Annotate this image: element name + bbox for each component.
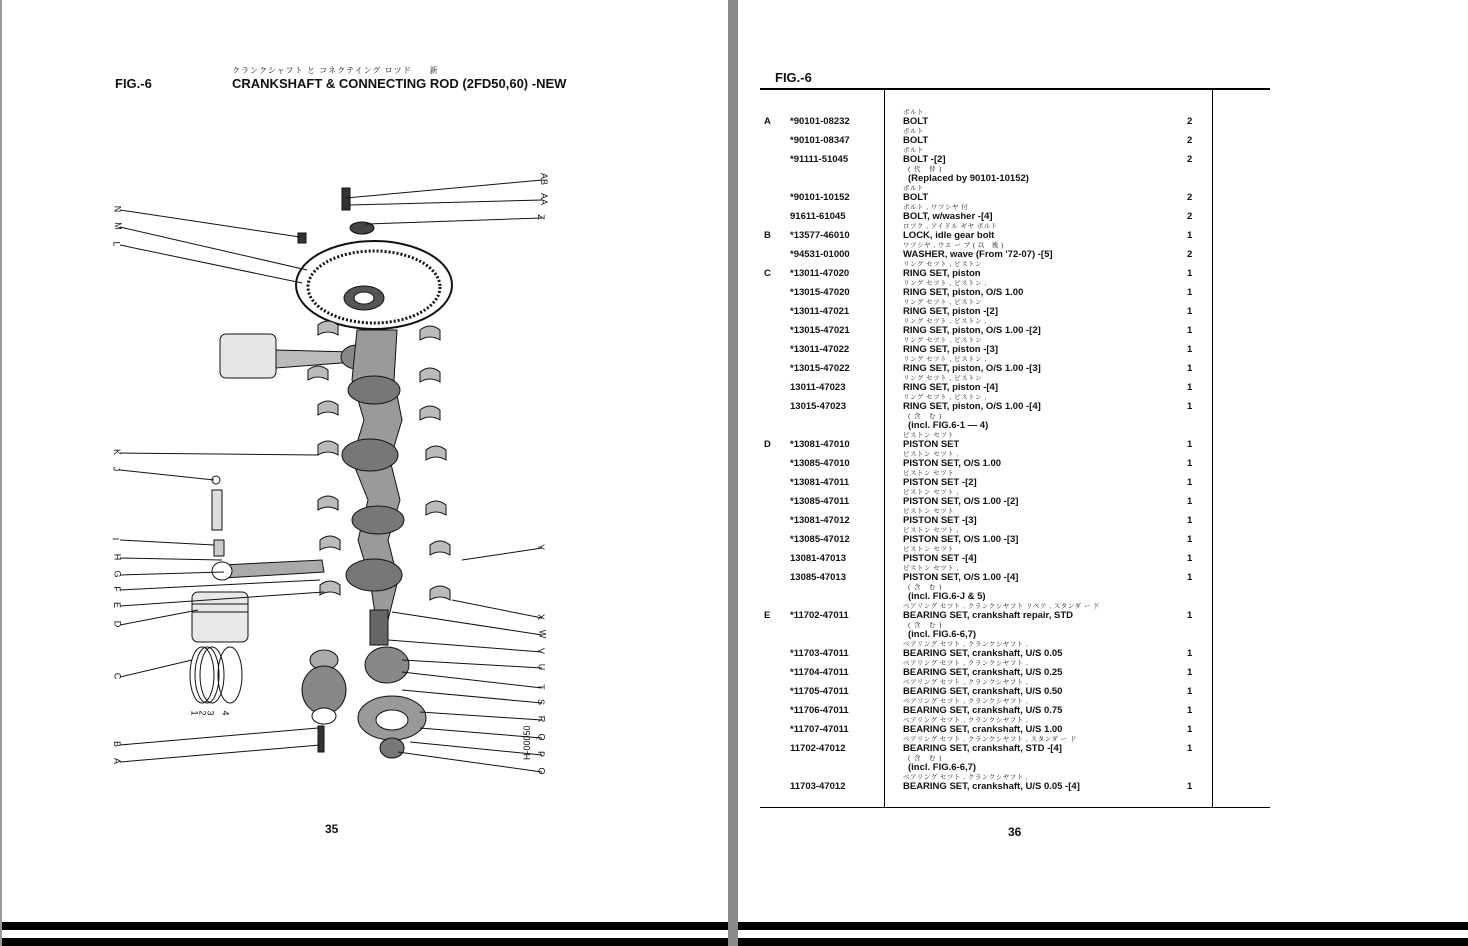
part-description: BOLT — [903, 135, 929, 146]
japanese-name: ピストン セツト , — [903, 451, 959, 458]
callout-letter: A — [112, 757, 123, 765]
part-number: 13081-47013 — [790, 553, 846, 564]
note-text: (Replaced by 90101-10152) — [908, 173, 1029, 184]
part-number: *13015-47022 — [790, 363, 850, 374]
table-row — [738, 107, 1468, 126]
quantity: 1 — [1187, 363, 1193, 374]
table-row — [738, 734, 1468, 753]
japanese-name: ロツク , アイドル ギヤ ボルト — [903, 223, 998, 230]
part-description: RING SET, piston -[3] — [903, 344, 998, 355]
part-number: *13081-47012 — [790, 515, 850, 526]
table-row — [738, 354, 1468, 373]
note-japanese: ( 含 む ) — [908, 584, 943, 591]
quantity: 1 — [1187, 724, 1193, 735]
quantity: 1 — [1187, 401, 1193, 412]
note-text: (incl. FIG.6-6,7) — [908, 762, 977, 773]
japanese-name: ベアリング セツト , クランクシヤフト , — [903, 660, 1029, 667]
footer-bar — [2, 938, 728, 946]
table-note — [908, 620, 1308, 639]
callout-letter: P — [536, 750, 547, 758]
part-description: PISTON SET — [903, 439, 960, 450]
table-row — [738, 335, 1468, 354]
part-number: 11703-47012 — [790, 781, 846, 792]
part-description: RING SET, piston -[4] — [903, 382, 998, 393]
table-row — [738, 468, 1468, 487]
part-description: BEARING SET, crankshaft, U/S 0.75 — [903, 705, 1063, 716]
part-description: RING SET, piston, O/S 1.00 -[4] — [903, 401, 1041, 412]
part-number: *13085-47012 — [790, 534, 850, 545]
quantity: 1 — [1187, 648, 1193, 659]
part-number: *11706-47011 — [790, 705, 849, 716]
part-description: RING SET, piston, O/S 1.00 — [903, 287, 1024, 298]
diagram-code: H-00050 — [522, 725, 532, 760]
callout-letter: D — [112, 620, 123, 628]
footer-bar — [738, 922, 1468, 930]
part-description: RING SET, piston, O/S 1.00 -[2] — [903, 325, 1041, 336]
row-key: E — [764, 610, 771, 621]
title-japanese: クランクシャフト と コネクテイング ロツド 新 — [232, 66, 439, 75]
japanese-name: ボルト , ワツシヤ 付 — [903, 204, 969, 211]
part-description: PISTON SET -[4] — [903, 553, 977, 564]
part-number: *94531-01000 — [790, 249, 850, 260]
part-description: BEARING SET, crankshaft, U/S 0.50 — [903, 686, 1063, 697]
left-page — [0, 0, 728, 946]
part-number: *11707-47011 — [790, 724, 849, 735]
callout-letter: O — [536, 767, 547, 775]
japanese-name: リング セツト , ピストン , — [903, 356, 987, 363]
japanese-name: ワツシヤ , ウエ ー ブ ( 以 後 ) — [903, 242, 1004, 249]
note-japanese: ( 代 替 ) — [908, 166, 943, 173]
callout-letter: AB — [539, 172, 550, 186]
japanese-name: リング セツト , ピストン , — [903, 318, 987, 325]
japanese-name: リング セツト , ピストン — [903, 261, 983, 268]
quantity: 1 — [1187, 287, 1193, 298]
table-row — [738, 221, 1468, 240]
japanese-name: ボルト — [903, 109, 924, 116]
table-row — [738, 202, 1468, 221]
note-text: (incl. FIG.6-J & 5) — [908, 591, 986, 602]
page-number: 36 — [1008, 825, 1022, 839]
table-row — [738, 240, 1468, 259]
table-row — [738, 677, 1468, 696]
callout-letter: G — [112, 570, 123, 578]
row-key: D — [764, 439, 771, 450]
note-japanese: ( 含 む ) — [908, 755, 943, 762]
table-row — [738, 183, 1468, 202]
quantity: 2 — [1187, 135, 1193, 146]
table-note — [908, 582, 1308, 601]
callout-letter: Z — [535, 214, 546, 220]
footer-bar — [2, 922, 728, 930]
quantity: 1 — [1187, 458, 1193, 469]
part-number: *11702-47011 — [790, 610, 849, 621]
quantity: 1 — [1187, 477, 1193, 488]
quantity: 1 — [1187, 515, 1193, 526]
table-note — [908, 411, 1308, 430]
part-description: LOCK, idle gear bolt — [903, 230, 995, 241]
callout-letter: K — [112, 448, 123, 456]
part-description: PISTON SET, O/S 1.00 -[2] — [903, 496, 1019, 507]
japanese-name: ピストン セツト — [903, 432, 955, 439]
part-description: BOLT — [903, 192, 929, 203]
callout-letter: R — [536, 715, 547, 723]
part-number: *13011-47022 — [790, 344, 850, 355]
part-number: *13015-47021 — [790, 325, 850, 336]
part-number: *11703-47011 — [790, 648, 849, 659]
callout-letter: X — [536, 613, 547, 621]
japanese-name: ピストン セツト , — [903, 527, 959, 534]
table-row — [738, 525, 1468, 544]
japanese-name: リング セツト , ピストン — [903, 375, 983, 382]
japanese-name: ピストン セツト — [903, 546, 955, 553]
part-description: BEARING SET, crankshaft, U/S 0.05 — [903, 648, 1063, 659]
part-description: PISTON SET -[3] — [903, 515, 977, 526]
right-page — [738, 0, 1468, 946]
table-row — [738, 563, 1468, 582]
ring-number: 3 — [205, 710, 216, 716]
part-number: *13011-47020 — [790, 268, 850, 279]
table-row — [738, 145, 1468, 164]
japanese-name: リング セツト , ピストン — [903, 299, 983, 306]
japanese-name: ピストン セツト — [903, 470, 955, 477]
part-description: PISTON SET -[2] — [903, 477, 977, 488]
part-number: 13011-47023 — [790, 382, 846, 393]
part-number: 13085-47013 — [790, 572, 846, 583]
part-number: *13081-47010 — [790, 439, 850, 450]
quantity: 2 — [1187, 192, 1193, 203]
quantity: 1 — [1187, 572, 1193, 583]
table-row — [738, 392, 1468, 411]
quantity: 2 — [1187, 211, 1193, 222]
part-description: PISTON SET, O/S 1.00 -[4] — [903, 572, 1019, 583]
part-number: 11702-47012 — [790, 743, 846, 754]
callout-letter: V — [536, 647, 547, 655]
callout-letter: U — [536, 663, 547, 671]
ring-number: 2 — [197, 710, 208, 716]
part-description: BOLT -[2] — [903, 154, 946, 165]
quantity: 1 — [1187, 439, 1193, 450]
page-number: 35 — [325, 822, 339, 836]
note-text: (incl. FIG.6-1 ― 4) — [908, 420, 989, 431]
part-number: *90101-08232 — [790, 116, 850, 127]
footer-bar — [738, 938, 1468, 946]
row-key: B — [764, 230, 771, 241]
japanese-name: ピストン セツト — [903, 508, 955, 515]
japanese-name: リング セツト , ピストン , — [903, 280, 987, 287]
quantity: 2 — [1187, 154, 1193, 165]
part-description: PISTON SET, O/S 1.00 -[3] — [903, 534, 1019, 545]
part-number: *13015-47020 — [790, 287, 850, 298]
japanese-name: ベアリング セツト , クランクシヤフト , — [903, 717, 1029, 724]
part-description: RING SET, piston -[2] — [903, 306, 998, 317]
part-description: WASHER, wave (From '72-07) -[5] — [903, 249, 1053, 260]
callout-letter: W — [537, 629, 548, 639]
piston-upper — [220, 334, 276, 378]
part-number: *13011-47021 — [790, 306, 850, 317]
part-number: *91111-51045 — [790, 154, 849, 165]
quantity: 2 — [1187, 116, 1193, 127]
table-row — [738, 696, 1468, 715]
part-description: BEARING SET, crankshaft, STD -[4] — [903, 743, 1062, 754]
japanese-name: ボルト — [903, 128, 924, 135]
quantity: 1 — [1187, 306, 1193, 317]
quantity: 1 — [1187, 553, 1193, 564]
quantity: 1 — [1187, 534, 1193, 545]
note-text: (incl. FIG.6-6,7) — [908, 629, 977, 640]
page-gutter — [728, 0, 738, 946]
quantity: 1 — [1187, 686, 1193, 697]
page-title: CRANKSHAFT & CONNECTING ROD (2FD50,60) -NEW — [232, 76, 567, 91]
quantity: 1 — [1187, 230, 1193, 241]
table-row — [738, 259, 1468, 278]
part-description: RING SET, piston — [903, 268, 981, 279]
part-description: BOLT — [903, 116, 929, 127]
japanese-name: ボルト — [903, 185, 924, 192]
part-number: *13085-47011 — [790, 496, 850, 507]
callout-letter: B — [112, 740, 123, 748]
row-key: C — [764, 268, 771, 279]
part-number: 91611-61045 — [790, 211, 846, 222]
callout-letter: E — [112, 601, 123, 609]
row-key: A — [764, 116, 771, 127]
callout-letter: L — [111, 241, 122, 247]
ring-number: 4 — [220, 710, 231, 716]
table-row — [738, 544, 1468, 563]
callout-letter: T — [535, 684, 546, 690]
quantity: 1 — [1187, 496, 1193, 507]
part-description: BEARING SET, crankshaft, U/S 0.05 -[4] — [903, 781, 1080, 792]
quantity: 1 — [1187, 705, 1193, 716]
japanese-name: ベアリング セツト , クランクシヤフト リペア , スタンダ ー ド — [903, 603, 1101, 610]
table-row — [738, 715, 1468, 734]
exploded-parts-diagram — [2, 0, 728, 946]
quantity: 2 — [1187, 249, 1193, 260]
quantity: 1 — [1187, 382, 1193, 393]
japanese-name: リング セツト , ピストン , — [903, 394, 987, 401]
quantity: 1 — [1187, 667, 1193, 678]
table-row — [738, 487, 1468, 506]
table-row — [738, 430, 1468, 449]
part-number: *11704-47011 — [790, 667, 849, 678]
table-row — [738, 126, 1468, 145]
part-description: BOLT, w/washer -[4] — [903, 211, 993, 222]
part-number: *13081-47011 — [790, 477, 850, 488]
callout-letter: AA — [539, 192, 550, 206]
japanese-name: ピストン セツト , — [903, 489, 959, 496]
quantity: 1 — [1187, 743, 1193, 754]
part-number: *90101-08347 — [790, 135, 850, 146]
part-description: BEARING SET, crankshaft, U/S 0.25 — [903, 667, 1063, 678]
table-bottom-rule — [760, 807, 1270, 808]
callout-letter: H — [112, 553, 123, 561]
quantity: 1 — [1187, 325, 1193, 336]
japanese-name: リング セツト , ピストン — [903, 337, 983, 344]
part-number: *90101-10152 — [790, 192, 850, 203]
table-note — [908, 753, 1308, 772]
table-row — [738, 449, 1468, 468]
part-number: *11705-47011 — [790, 686, 849, 697]
table-row — [738, 506, 1468, 525]
part-number: 13015-47023 — [790, 401, 846, 412]
callout-letter: N — [112, 205, 123, 213]
note-japanese: ( 含 む ) — [908, 622, 943, 629]
part-description: RING SET, piston, O/S 1.00 -[3] — [903, 363, 1041, 374]
callout-letter: M — [112, 222, 123, 230]
ring-gear — [296, 241, 452, 329]
table-row — [738, 278, 1468, 297]
table-note — [908, 164, 1308, 183]
quantity: 1 — [1187, 344, 1193, 355]
table-row — [738, 297, 1468, 316]
callout-letter: I — [110, 537, 121, 541]
table-row — [738, 316, 1468, 335]
callout-letter: C — [112, 672, 123, 680]
callout-letter: Q — [536, 733, 547, 741]
table-row — [738, 658, 1468, 677]
parts-table — [738, 107, 1468, 797]
japanese-name: ベアリング セツト , クランクシヤフト , — [903, 698, 1029, 705]
table-row — [738, 373, 1468, 392]
quantity: 1 — [1187, 268, 1193, 279]
note-japanese: ( 含 む ) — [908, 413, 943, 420]
japanese-name: ベアリング セツト , クランクシヤフト , スタンダ ー ド — [903, 736, 1077, 743]
part-description: BEARING SET, crankshaft, U/S 1.00 — [903, 724, 1063, 735]
callout-letter: S — [536, 698, 547, 706]
japanese-name: ベアリング セツト , クランクシヤフト , — [903, 774, 1029, 781]
japanese-name: ベアリング セツト , クランクシヤフト , — [903, 641, 1029, 648]
part-description: BEARING SET, crankshaft repair, STD — [903, 610, 1073, 621]
part-description: PISTON SET, O/S 1.00 — [903, 458, 1002, 469]
quantity: 1 — [1187, 610, 1193, 621]
japanese-name: ベアリング セツト , クランクシヤフト , — [903, 679, 1029, 686]
callout-letter: J — [111, 466, 122, 472]
figure-label: FIG.-6 — [115, 76, 152, 91]
callout-letter: F — [111, 586, 122, 592]
japanese-name: ボルト — [903, 147, 924, 154]
part-number: *13085-47010 — [790, 458, 850, 469]
table-row — [738, 639, 1468, 658]
part-number: *13577-46010 — [790, 230, 850, 241]
callout-letter: Y — [536, 543, 547, 551]
quantity: 1 — [1187, 781, 1193, 792]
japanese-name: ピストン セツト , — [903, 565, 959, 572]
table-row — [738, 601, 1468, 620]
ring-number: 1 — [189, 710, 200, 716]
table-row — [738, 772, 1468, 791]
table-top-rule — [760, 88, 1270, 90]
figure-label: FIG.-6 — [775, 70, 812, 85]
